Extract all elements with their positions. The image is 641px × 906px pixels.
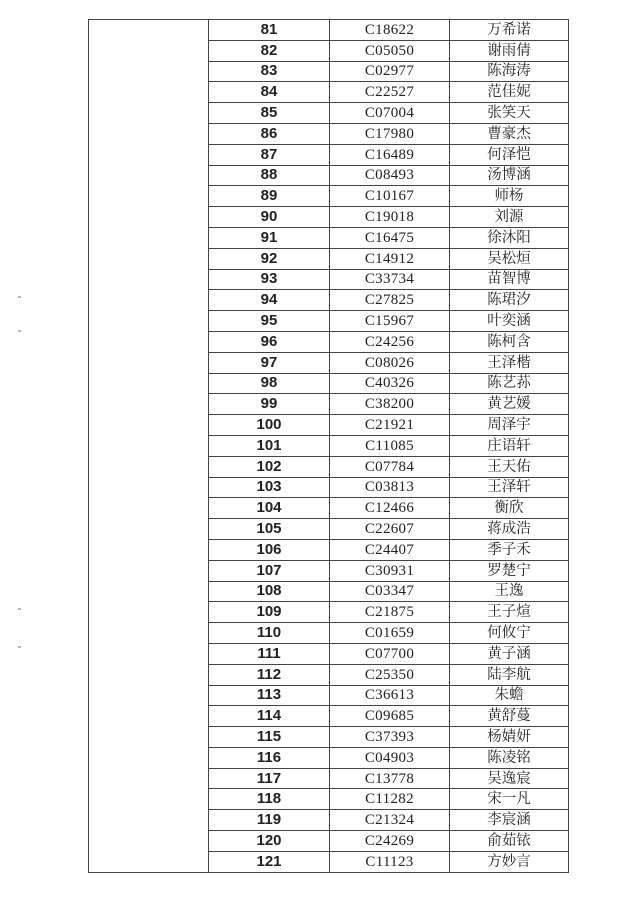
- student-code: C18622: [330, 20, 450, 41]
- student-code: C11123: [330, 851, 450, 872]
- student-code: C14912: [330, 248, 450, 269]
- student-name: 王泽轩: [450, 477, 569, 498]
- student-name: 黄子涵: [450, 643, 569, 664]
- student-name: 王子煊: [450, 602, 569, 623]
- scan-speck: [18, 330, 21, 332]
- student-code: C11282: [330, 789, 450, 810]
- student-code: C15967: [330, 311, 450, 332]
- student-name: 李宸涵: [450, 810, 569, 831]
- student-name: 师杨: [450, 186, 569, 207]
- student-code: C10167: [330, 186, 450, 207]
- row-number: 103: [209, 477, 330, 498]
- student-name: 张笑天: [450, 103, 569, 124]
- student-code: C19018: [330, 207, 450, 228]
- roster-table: [88, 19, 569, 873]
- row-number: 120: [209, 831, 330, 852]
- student-name: 王天佑: [450, 456, 569, 477]
- student-code: C16475: [330, 227, 450, 248]
- row-number: 114: [209, 706, 330, 727]
- student-name: 何泽恺: [450, 144, 569, 165]
- student-name: 吴逸宸: [450, 768, 569, 789]
- scan-speck: [18, 646, 21, 648]
- student-code: C38200: [330, 394, 450, 415]
- student-code: C25350: [330, 664, 450, 685]
- student-code: C21921: [330, 415, 450, 436]
- student-name: 周泽宇: [450, 415, 569, 436]
- student-name: 季子禾: [450, 539, 569, 560]
- row-number: 102: [209, 456, 330, 477]
- student-code: C11085: [330, 435, 450, 456]
- student-name: 朱蟾: [450, 685, 569, 706]
- student-code: C27825: [330, 290, 450, 311]
- row-number: 104: [209, 498, 330, 519]
- student-name: 万希诺: [450, 20, 569, 41]
- student-name: 方妙言: [450, 851, 569, 872]
- row-number: 84: [209, 82, 330, 103]
- student-name: 罗楚宁: [450, 560, 569, 581]
- student-name: 黄艺媛: [450, 394, 569, 415]
- student-name: 曹豪杰: [450, 123, 569, 144]
- row-number: 109: [209, 602, 330, 623]
- student-name: 黄舒蔓: [450, 706, 569, 727]
- student-name: 谢雨倩: [450, 40, 569, 61]
- student-code: C07004: [330, 103, 450, 124]
- student-code: C16489: [330, 144, 450, 165]
- row-number: 111: [209, 643, 330, 664]
- student-name: 何攸宁: [450, 623, 569, 644]
- row-number: 99: [209, 394, 330, 415]
- student-name: 陈凌铭: [450, 747, 569, 768]
- student-name: 刘源: [450, 207, 569, 228]
- student-code: C12466: [330, 498, 450, 519]
- row-number: 98: [209, 373, 330, 394]
- student-code: C36613: [330, 685, 450, 706]
- student-code: C08493: [330, 165, 450, 186]
- row-number: 110: [209, 623, 330, 644]
- row-number: 96: [209, 331, 330, 352]
- row-number: 95: [209, 311, 330, 332]
- merged-blank-cell: [89, 20, 209, 873]
- student-code: C22607: [330, 519, 450, 540]
- row-number: 88: [209, 165, 330, 186]
- row-number: 93: [209, 269, 330, 290]
- row-number: 119: [209, 810, 330, 831]
- student-code: C07700: [330, 643, 450, 664]
- row-number: 101: [209, 435, 330, 456]
- row-number: 108: [209, 581, 330, 602]
- student-code: C08026: [330, 352, 450, 373]
- student-name: 陈柯含: [450, 331, 569, 352]
- student-code: C03347: [330, 581, 450, 602]
- row-number: 83: [209, 61, 330, 82]
- student-name: 范佳妮: [450, 82, 569, 103]
- student-name: 吴松烜: [450, 248, 569, 269]
- student-code: C24269: [330, 831, 450, 852]
- student-code: C21875: [330, 602, 450, 623]
- row-number: 82: [209, 40, 330, 61]
- student-code: C03813: [330, 477, 450, 498]
- row-number: 105: [209, 519, 330, 540]
- student-code: C24256: [330, 331, 450, 352]
- student-code: C13778: [330, 768, 450, 789]
- student-name: 宋一凡: [450, 789, 569, 810]
- student-name: 陈海涛: [450, 61, 569, 82]
- row-number: 94: [209, 290, 330, 311]
- student-name: 汤博涵: [450, 165, 569, 186]
- student-code: C05050: [330, 40, 450, 61]
- row-number: 97: [209, 352, 330, 373]
- student-code: C22527: [330, 82, 450, 103]
- row-number: 89: [209, 186, 330, 207]
- student-code: C07784: [330, 456, 450, 477]
- student-name: 俞茹铱: [450, 831, 569, 852]
- row-number: 115: [209, 727, 330, 748]
- row-number: 86: [209, 123, 330, 144]
- row-number: 85: [209, 103, 330, 124]
- student-code: C02977: [330, 61, 450, 82]
- row-number: 118: [209, 789, 330, 810]
- roster-table-body: [89, 20, 569, 873]
- row-number: 106: [209, 539, 330, 560]
- row-number: 113: [209, 685, 330, 706]
- row-number: 116: [209, 747, 330, 768]
- student-name: 蒋成浩: [450, 519, 569, 540]
- student-code: C40326: [330, 373, 450, 394]
- student-code: C30931: [330, 560, 450, 581]
- student-code: C21324: [330, 810, 450, 831]
- row-number: 107: [209, 560, 330, 581]
- student-code: C09685: [330, 706, 450, 727]
- student-name: 陈艺荪: [450, 373, 569, 394]
- student-code: C37393: [330, 727, 450, 748]
- student-name: 衡欣: [450, 498, 569, 519]
- row-number: 92: [209, 248, 330, 269]
- scan-speck: [18, 608, 21, 610]
- row-number: 90: [209, 207, 330, 228]
- row-number: 112: [209, 664, 330, 685]
- row-number: 91: [209, 227, 330, 248]
- student-name: 庄语轩: [450, 435, 569, 456]
- table-row: [89, 20, 569, 41]
- student-code: C24407: [330, 539, 450, 560]
- row-number: 100: [209, 415, 330, 436]
- student-code: C17980: [330, 123, 450, 144]
- student-name: 陈珺汐: [450, 290, 569, 311]
- student-name: 叶奕涵: [450, 311, 569, 332]
- student-name: 王逸: [450, 581, 569, 602]
- student-name: 苗智博: [450, 269, 569, 290]
- student-code: C04903: [330, 747, 450, 768]
- student-code: C33734: [330, 269, 450, 290]
- student-code: C01659: [330, 623, 450, 644]
- row-number: 87: [209, 144, 330, 165]
- student-name: 王泽楷: [450, 352, 569, 373]
- student-name: 徐沐阳: [450, 227, 569, 248]
- row-number: 121: [209, 851, 330, 872]
- scan-speck: [18, 296, 21, 298]
- student-name: 陆李航: [450, 664, 569, 685]
- row-number: 117: [209, 768, 330, 789]
- student-name: 杨婧妍: [450, 727, 569, 748]
- row-number: 81: [209, 20, 330, 41]
